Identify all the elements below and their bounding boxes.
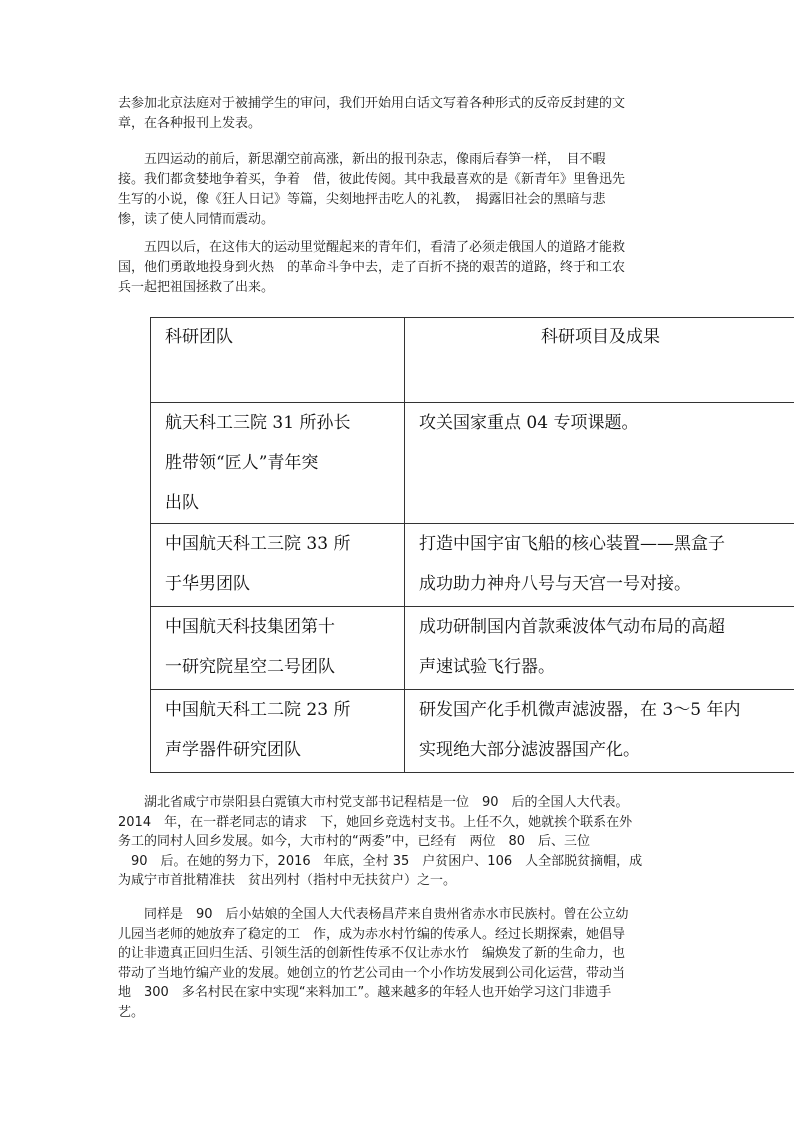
cell-line: 攻关国家重点 04 专项课题。 bbox=[419, 413, 639, 433]
cell-line: 胜带领“匠人”青年突 bbox=[165, 453, 319, 473]
text-line: 同样是 90 后小姑娘的全国人大代表杨昌芹来自贵州省赤水市民族村。曾在公立幼 bbox=[118, 907, 629, 922]
paragraph-court-trial bbox=[118, 94, 678, 134]
cell-line: 打造中国宇宙飞船的核心装置——黑盒子 bbox=[419, 534, 725, 554]
table-row bbox=[151, 690, 794, 773]
research-team-table bbox=[150, 317, 794, 773]
text-line: 务工的同村人回乡发展。如今，大市村的“两委”中，已经有 两位 80 后、三位 bbox=[118, 834, 591, 849]
text-line: 90 后。在她的努力下，2016 年底，全村 35 户贫困户、106 人全部脱贫摘帽，成 bbox=[118, 853, 643, 869]
cell-line: 航天科工三院 31 所孙长 bbox=[165, 413, 351, 433]
text-line: 带动了当地竹编产业的发展。她创立的竹艺公司由一个小作坊发展到公司化运营，带动当 bbox=[118, 965, 626, 981]
cell-achievement bbox=[405, 524, 794, 607]
text-line: 地 300 多名村民在家中实现“来料加工”。越来越多的年轻人也开始学习这门非遗手 bbox=[118, 985, 612, 1000]
cell-line: 于华男团队 bbox=[165, 574, 250, 594]
cell-line: 出队 bbox=[165, 493, 199, 513]
text-line: 五四以后，在这伟大的运动里觉醒起来的青年们，看清了必须走俄国人的道路才能救 bbox=[118, 240, 626, 255]
text-line: 生写的小说，像《狂人日记》等篇，尖刻地抨击吃人的礼教， 揭露旧社会的黑暗与悲 bbox=[118, 192, 606, 207]
cell-line: 中国航天科工三院 33 所 bbox=[165, 534, 351, 554]
text-line: 五四运动的前后，新思潮空前高涨，新出的报刊杂志，像雨后春笋一样， 目不暇 bbox=[118, 152, 606, 167]
text-line: 兵一起把祖国拯救了出来。 bbox=[118, 280, 275, 295]
paragraph-yang-changqin bbox=[118, 905, 678, 1022]
text-line: 惨，读了使人同情而震动。 bbox=[118, 212, 275, 227]
cell-line: 研发国产化手机微声滤波器，在 3～5 年内 bbox=[419, 700, 741, 720]
header-team: 科研团队 bbox=[151, 318, 405, 403]
table-header-row bbox=[151, 318, 794, 403]
cell-line: 成功助力神舟八号与天宫一号对接。 bbox=[419, 574, 691, 594]
cell-line: 声学器件研究团队 bbox=[165, 740, 301, 760]
cell-team bbox=[151, 403, 405, 524]
text-line: 艺。 bbox=[118, 1004, 145, 1020]
table-row bbox=[151, 607, 794, 690]
cell-achievement bbox=[405, 690, 794, 773]
text-line: 国，他们勇敢地投身到火热 的革命斗争中去，走了百折不挠的艰苦的道路，终于和工农 bbox=[118, 260, 626, 275]
paragraph-after-may-fourth bbox=[118, 238, 678, 298]
cell-team bbox=[151, 607, 405, 690]
cell-team bbox=[151, 524, 405, 607]
table-row bbox=[151, 524, 794, 607]
text-line: 接。我们都贪婪地争着买，争着 借，彼此传阅。其中我最喜欢的是《新青年》里鲁迅先 bbox=[118, 172, 626, 187]
text-line: 为咸宁市首批精准扶 贫出列村（指村中无扶贫户）之一。 bbox=[118, 873, 457, 888]
cell-line: 中国航天科工二院 23 所 bbox=[165, 700, 351, 720]
paragraph-cheng-ju bbox=[118, 793, 678, 891]
cell-achievement bbox=[405, 403, 794, 524]
header-achievement: 科研项目及成果 bbox=[405, 318, 794, 403]
text-line: 章，在各种报刊上发表。 bbox=[118, 116, 262, 131]
table-row bbox=[151, 403, 794, 524]
text-line: 2014 年，在一群老同志的请求 下，她回乡竞选村支书。上任不久，她就挨个联系在外 bbox=[118, 814, 633, 830]
text-line: 儿园当老师的她放弃了稳定的工 作，成为赤水村竹编的传承人。经过长期探索，她倡导 bbox=[118, 926, 626, 942]
cell-line: 声速试验飞行器。 bbox=[419, 657, 555, 677]
cell-line: 实现绝大部分滤波器国产化。 bbox=[419, 740, 640, 760]
cell-achievement bbox=[405, 607, 794, 690]
cell-team bbox=[151, 690, 405, 773]
text-line: 去参加北京法庭对于被捕学生的审问，我们开始用白话文写着各种形式的反帝反封建的文 bbox=[118, 96, 626, 111]
paragraph-may-fourth-press bbox=[118, 150, 678, 230]
cell-line: 一研究院星空二号团队 bbox=[165, 657, 335, 677]
cell-line: 成功研制国内首款乘波体气动布局的高超 bbox=[419, 617, 725, 637]
text-line: 湖北省咸宁市崇阳县白霓镇大市村党支部书记程桔是一位 90 后的全国人大代表。 bbox=[118, 795, 629, 810]
cell-line: 中国航天科技集团第十 bbox=[165, 617, 335, 637]
text-line: 的让非遗真正回归生活、引领生活的创新性传承不仅让赤水竹 编焕发了新的生命力，也 bbox=[118, 946, 626, 961]
